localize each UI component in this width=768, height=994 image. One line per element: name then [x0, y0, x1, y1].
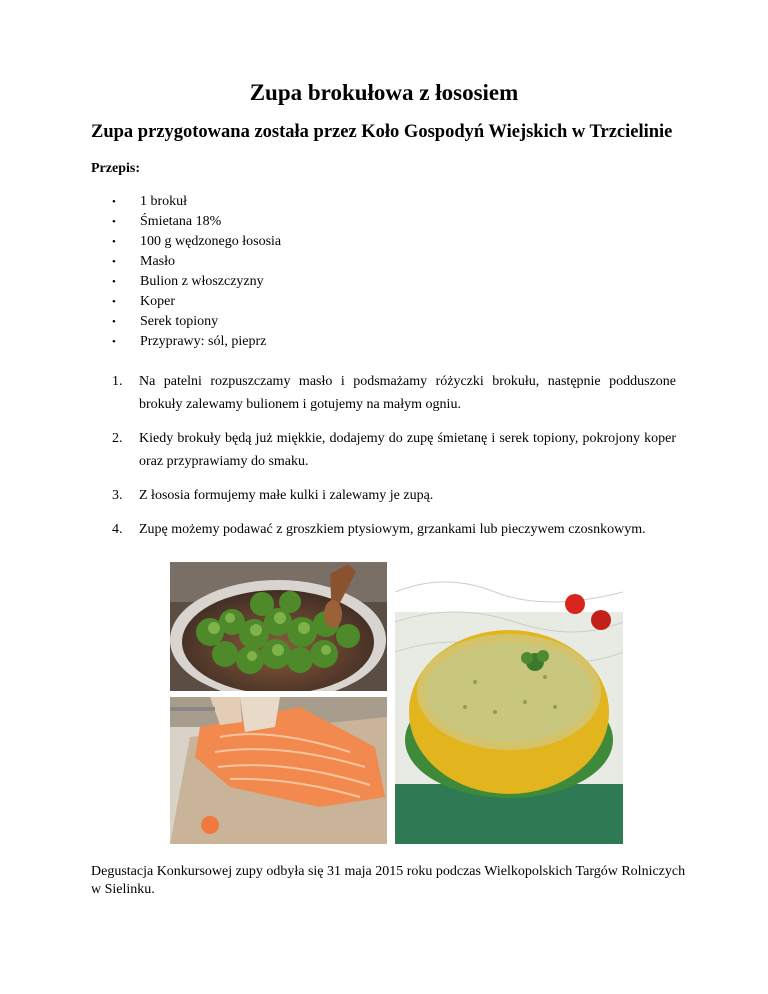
broccoli-pan-photo — [170, 562, 387, 691]
step-item — [112, 427, 676, 473]
step-number: 2. — [112, 431, 123, 446]
step-number: 3. — [112, 488, 123, 503]
step-text: Na patelni rozpuszczamy masło i podsmażamy różyczki brokułu, następnie podduszone brokuły zalewamy bulionem i gotujemy na małym ogniu. — [139, 374, 676, 412]
steps-list — [112, 370, 676, 552]
bullet-icon: • — [112, 196, 116, 208]
list-item: • Bulion z włoszczyzny — [112, 272, 281, 292]
salmon-photo — [170, 697, 387, 844]
step-text: Kiedy brokuły będą już miękkie, dodajemy do zupę śmietanę i serek topiony, pokrojony koper oraz przyprawiamy do smaku. — [139, 431, 676, 469]
footer-note: Degustacja Konkursowej zupy odbyła się 31 maja 2015 roku podczas Wielkopolskich Targów Rolniczych w Sielinku. — [91, 864, 686, 897]
bullet-icon: • — [112, 336, 116, 348]
step-item — [112, 370, 676, 416]
step-item — [112, 484, 676, 507]
step-text: Z łososia formujemy małe kulki i zalewamy je zupą. — [139, 488, 434, 503]
list-item: • Przyprawy: sól, pieprz — [112, 332, 281, 352]
soup-bowl-photo — [395, 562, 623, 844]
step-text: Zupę możemy podawać z groszkiem ptysiowym, grzankami lub pieczywem czosnkowym. — [139, 522, 646, 537]
bullet-icon: • — [112, 276, 116, 288]
list-item: • Śmietana 18% — [112, 212, 281, 232]
bullet-icon: • — [112, 296, 116, 308]
list-item: • 1 brokuł — [112, 192, 281, 212]
bullet-icon: • — [112, 216, 116, 228]
bullet-icon: • — [112, 256, 116, 268]
step-number: 4. — [112, 522, 123, 537]
list-item: • Serek topiony — [112, 312, 281, 332]
step-item — [112, 518, 676, 541]
list-item: • Koper — [112, 292, 281, 312]
ingredients-list — [112, 192, 281, 352]
bullet-icon: • — [112, 316, 116, 328]
page-title: Zupa brokułowa z łososiem — [249, 80, 519, 105]
list-item: • 100 g wędzonego łososia — [112, 232, 281, 252]
subtitle: Zupa przygotowana została przez Koło Gospodyń Wiejskich w Trzcielinie — [91, 122, 673, 142]
recipe-label: Przepis: — [91, 161, 140, 176]
step-number: 1. — [112, 374, 123, 389]
bullet-icon: • — [112, 236, 116, 248]
list-item: • Masło — [112, 252, 281, 272]
